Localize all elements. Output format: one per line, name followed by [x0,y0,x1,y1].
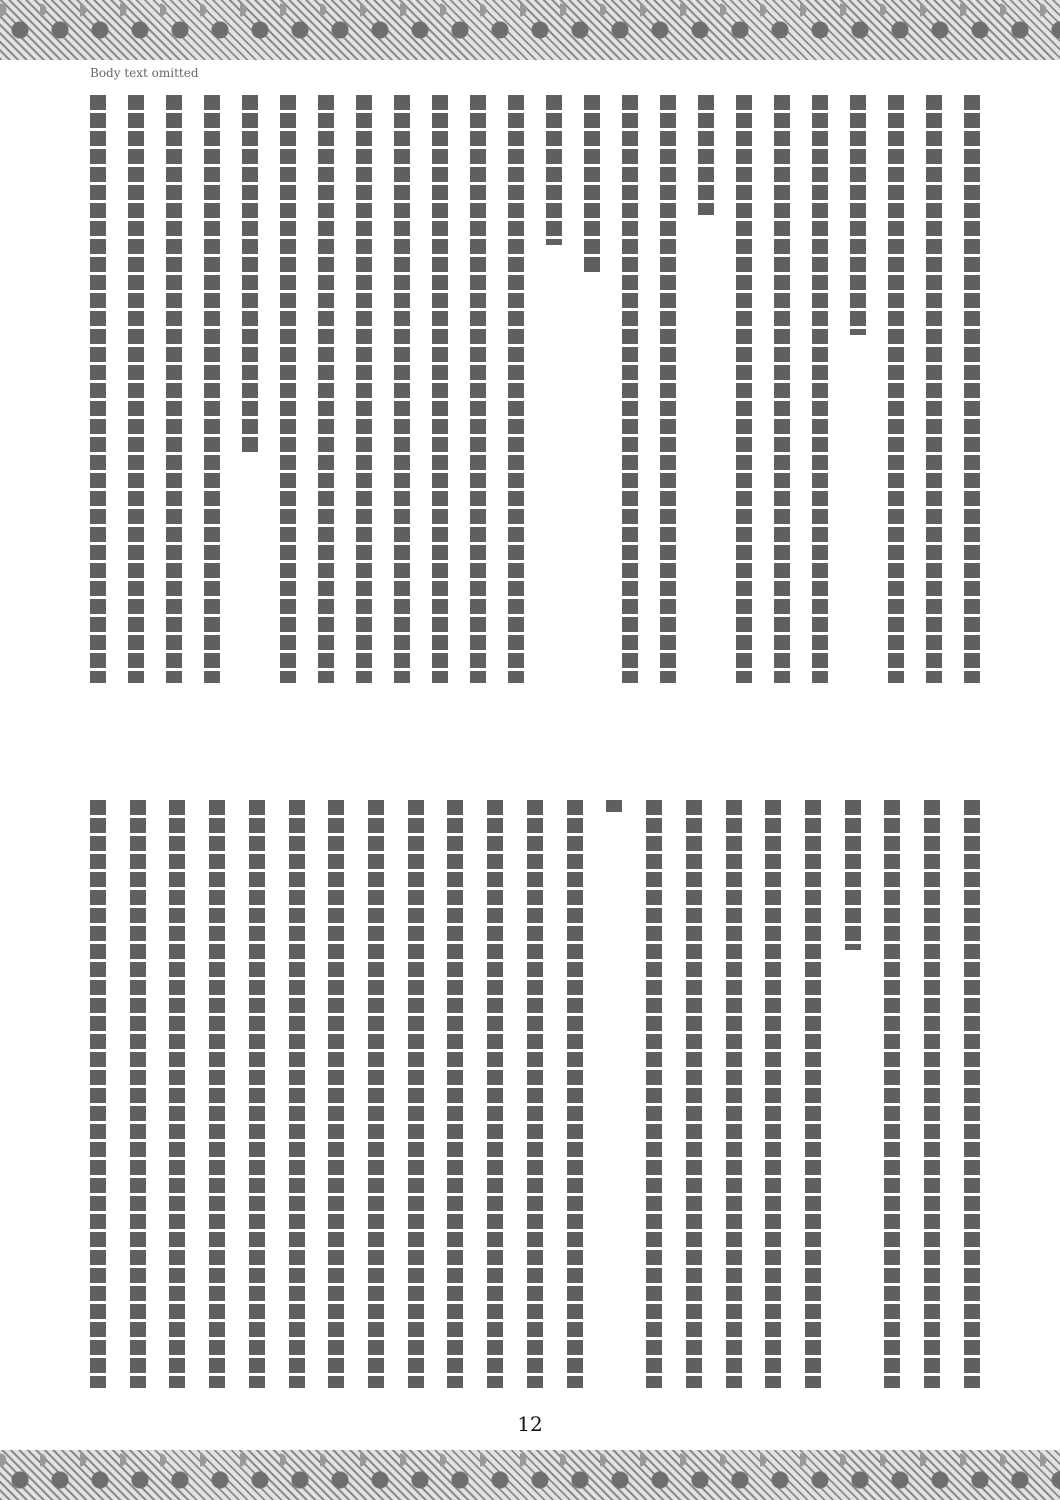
omission-note: Body text omitted [90,66,199,80]
lace-border-top [0,0,1060,60]
page-number: 12 [517,1412,543,1436]
text-column [805,800,821,1388]
text-column [850,95,866,335]
text-column [209,800,225,1388]
text-column [765,800,781,1388]
text-column [546,95,562,245]
text-column [242,95,258,455]
text-column [447,800,463,1388]
text-column [924,800,940,1388]
text-column [622,95,638,683]
text-block-lower [90,800,980,1400]
text-column [686,800,702,1388]
text-column [328,800,344,1388]
text-column [356,95,372,683]
text-column [964,95,980,683]
text-block-upper [90,95,980,695]
text-column [812,95,828,683]
text-column [280,95,296,683]
text-column [487,800,503,1388]
text-column [527,800,543,1388]
text-column [964,800,980,1388]
text-column [394,95,410,683]
text-column [204,95,220,683]
text-column [926,95,942,683]
lace-border-bottom [0,1450,1060,1500]
text-column [130,800,146,1388]
text-column [249,800,265,1388]
text-column [169,800,185,1388]
text-column [584,95,600,275]
text-column [845,800,861,950]
text-column [884,800,900,1388]
text-column [470,95,486,683]
text-column [90,800,106,1388]
text-column [888,95,904,683]
text-column [166,95,182,683]
text-column [128,95,144,683]
text-column [736,95,752,683]
text-column [606,800,622,812]
text-column [318,95,334,683]
text-column [432,95,448,683]
text-column [698,95,714,215]
text-column [646,800,662,1388]
text-column [660,95,676,683]
text-column [289,800,305,1388]
text-column [368,800,384,1388]
text-column [508,95,524,683]
text-column [726,800,742,1388]
text-column [774,95,790,683]
text-column [408,800,424,1388]
text-column [90,95,106,683]
text-column [567,800,583,1388]
